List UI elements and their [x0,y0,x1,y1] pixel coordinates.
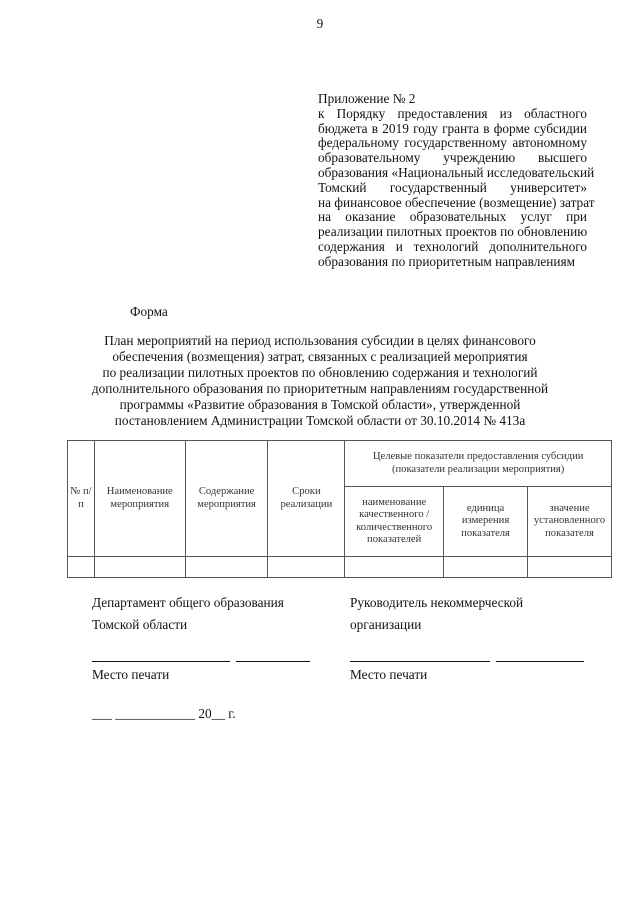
title-line: по реализации пилотных проектов по обновлению содержания и технологий [102,365,538,380]
stamp-place-right: Место печати [350,667,428,682]
title-line: постановлением Администрации Томской области от 30.10.2014 № 413а [114,413,526,428]
header-num: № п/п [68,441,95,557]
date-field: ___ ____________ 20__ г. [92,706,236,721]
subheader-unit: единица измерения показателя [444,487,528,557]
appendix-header [318,91,595,270]
name-line [236,661,310,662]
header-content: Содержание мероприятия [185,441,268,557]
subheader-value: значение установленного показателя [528,487,612,557]
header-terms: Сроки реализации [268,441,345,557]
table-row [68,557,612,578]
title-line: План мероприятий на период использования субсидии в целях финансового [104,333,536,348]
page-number: 9 [316,16,324,31]
title-line: обеспечения (возмещения) затрат, связанных с реализацией мероприятия [112,349,528,364]
appendix-line: на оказание образовательных услуг при [318,209,587,225]
appendix-line: Приложение № 2 [318,91,416,106]
appendix-line: бюджета в 2019 году гранта в форме субсидии [318,120,587,136]
stamp-place-left: Место печати [92,667,170,682]
title-line: дополнительного образования по приоритетным направлениям государственной [91,381,549,396]
plan-table [67,440,612,578]
table-cell[interactable] [345,557,444,578]
header-name: Наименование мероприятия [94,441,185,557]
subheader-indicator-name: наименование качественного / количественного показателей [345,487,444,557]
table-cell[interactable] [528,557,612,578]
signature-line [350,661,490,662]
table-header-row [68,441,612,487]
table-cell[interactable] [268,557,345,578]
appendix-line: образования «Национальный исследовательский [318,164,595,180]
appendix-line: Томский государственный университет» [318,179,587,195]
form-label: Форма [130,304,168,319]
title-line: программы «Развитие образования в Томской области», утвержденной [119,397,521,412]
appendix-line: на финансовое обеспечение (возмещение) затрат [318,194,595,210]
signature-line [92,661,230,662]
name-line [496,661,584,662]
appendix-line: реализации пилотных проектов по обновлению [318,224,588,240]
table-cell[interactable] [444,557,528,578]
right-organization: Руководитель некоммерческой организации [350,595,524,632]
appendix-line: федеральному государственному автономному [318,135,587,151]
appendix-line: образования по приоритетным направлениям [318,253,576,269]
table-cell[interactable] [185,557,268,578]
document-title [60,333,580,429]
appendix-line: содержания и технологий дополнительного [318,238,587,254]
appendix-line: образовательному учреждению высшего [318,150,587,166]
header-target-indicators: Целевые показатели предоставления субсидии (показатели реализации мероприятия) [345,441,612,487]
left-organization: Департамент общего образования Томской области [92,595,284,632]
appendix-line: к Порядку предоставления из областного [318,105,587,121]
table-cell[interactable] [68,557,95,578]
table-cell[interactable] [94,557,185,578]
